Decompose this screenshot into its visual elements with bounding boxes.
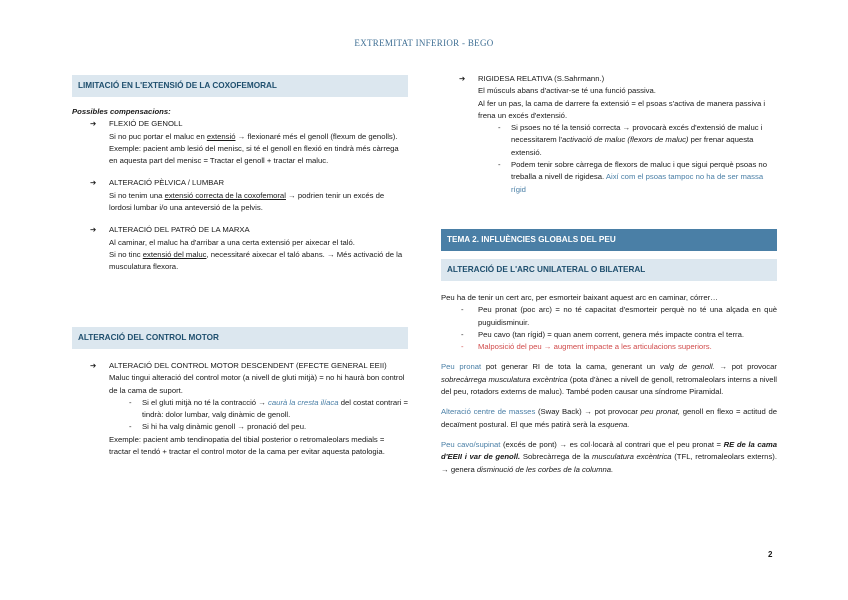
item-text: Al fer un pas, la cama de darrere fa extensió = el psoas s'activa de manera passiva i frena un excés d'extensió. xyxy=(478,98,766,120)
item-title: FLEXIÓ DE GENOLL xyxy=(109,119,183,129)
list-item xyxy=(441,73,777,122)
arrow-icon: ➔ xyxy=(90,225,97,235)
item-title: ALTERACIÓ PÈLVICA / LUMBAR xyxy=(109,178,225,188)
section-header-coxofemoral: LIMITACIÓ EN L'EXTENSIÓ DE LA COXOFEMORAL xyxy=(72,75,408,97)
list-item xyxy=(72,360,408,397)
arrow-icon: ➔ xyxy=(90,119,97,129)
control-motor-block xyxy=(72,360,408,458)
page-title: EXTREMITAT INFERIOR - BEGO xyxy=(354,38,494,48)
paragraph: Peu ha de tenir un cert arc, per esmorteir baixant aquest arc en caminar, córrer… xyxy=(441,293,718,302)
item-text: Al caminar, el maluc ha d'arribar a una certa extensió per aixecar el taló. xyxy=(109,237,355,247)
section-header-tema2: TEMA 2. INFLUÈNCIES GLOBALS DEL PEU xyxy=(441,229,777,251)
bullet-item: - Malposició del peu → augment impacte a les articulacions superiors. xyxy=(461,342,712,352)
sub-item: - Podem tenir sobre càrrega de flexors de maluc i que sigui perquè psoas no treballa a nivell de rigidesa. Així com el psoas tampoc no ha de ser massa rígid xyxy=(498,160,767,194)
arrow-icon: ➔ xyxy=(90,178,97,188)
sub-item: - Si el gluti mitjà no té la contracció → caurà la cresta ilíaca del costat contrari = tindrà: dolor lumbar, valg dinàmic de genoll. xyxy=(129,397,408,420)
arrow-icon: ➔ xyxy=(459,74,466,83)
list-item xyxy=(72,118,408,167)
item-text: Si no puc portar el maluc en extensió → flexionaré més el genoll (flexum de genolls). xyxy=(109,131,398,141)
list-item xyxy=(72,177,408,214)
compensations-block xyxy=(72,106,408,274)
item-text: Exemple: pacient amb lesió del menisc, si té el genoll en flexió en tindrà més càrrega en aquesta part del menisc = Tractar el genoll + tractar el maluc. xyxy=(109,143,399,166)
item-title: ALTERACIÓ DEL CONTROL MOTOR DESCENDENT (EFECTE GENERAL EEII) xyxy=(109,361,387,370)
item-title: RIGIDESA RELATIVA (S.Sahrmann.) xyxy=(478,74,605,83)
sub-item: - Si psoes no té la tensió correcta → provocarà excés d'extensió de maluc i necessitarem l'activació de maluc (flexors de maluc) per frenar aquesta extensió. xyxy=(498,123,763,157)
rigidesa-block xyxy=(441,73,777,196)
bullet-item: - Peu cavo (tan rígid) = quan anem corrent, genera més impacte contra el terra. xyxy=(461,329,744,339)
sub-item: - Si hi ha valg dinàmic genoll → pronació del peu. xyxy=(129,422,307,432)
bullet-item: - Peu pronat (poc arc) = no té capacitat d'esmorteir perquè no té una alçada en què puguidisminuir. xyxy=(461,305,777,327)
compensations-label: Possibles compensacions: xyxy=(72,107,171,116)
item-title: ALTERACIÓ DEL PATRÓ DE LA MARXA xyxy=(109,225,250,235)
list-item xyxy=(72,224,408,273)
section-header-control-motor: ALTERACIÓ DEL CONTROL MOTOR xyxy=(72,327,408,349)
section-header-arc: ALTERACIÓ DE L'ARC UNILATERAL O BILATERAL xyxy=(441,259,777,281)
item-text: Maluc tingui alteració del control motor (a nivell de gluti mitjà) = no hi haurà bon control de la cama de suport. xyxy=(109,373,405,395)
paragraph: Peu cavo/supinat (excés de pont) → es col·locarà al contrari que el peu pronat = RE de la cama d'EEII i var de genoll. Sobrecàrrega de la musculatura excèntrica (TFL, retromaleolars externs). → genera disminució de les corbes de la columna. xyxy=(441,439,777,474)
item-text: Exemple: pacient amb tendinopatia del tibial posterior o retromaleolars medials = tractar el tendó + tractar el control motor de la cama per evitar aquesta patologia. xyxy=(109,434,385,457)
arrow-icon: ➔ xyxy=(90,361,97,370)
item-text: Si no tenim una extensió correcta de la coxofemoral → podrien tenir un excés de lordosi lumbar i/o una anteversió de la pelvis. xyxy=(109,190,385,213)
item-text: El músculs abans d'activar-se té una funció passiva. xyxy=(478,86,656,96)
paragraph: Alteració centre de masses (Sway Back) → pot provocar peu pronat, genoll en flexo = actitud de decaïment postural. El que més patirà serà la esquena. xyxy=(441,407,778,429)
page-number: 2 xyxy=(768,550,773,559)
paragraph: Peu pronat pot generar RI de tota la cama, generant un valg de genoll. → pot provocar sobrecàrrega musculatura excèntrica (pota d'ànec a nivell de genoll, retromaleolars interns a nivell del peu, rotadors externs de maluc). També poden causar una síndrome Piramidal. xyxy=(441,362,777,397)
arc-block xyxy=(441,292,777,476)
item-text: Si no tinc extensió del maluc, necessitaré aixecar el taló abans. → Més activació de la musculatura flexora. xyxy=(109,249,403,272)
